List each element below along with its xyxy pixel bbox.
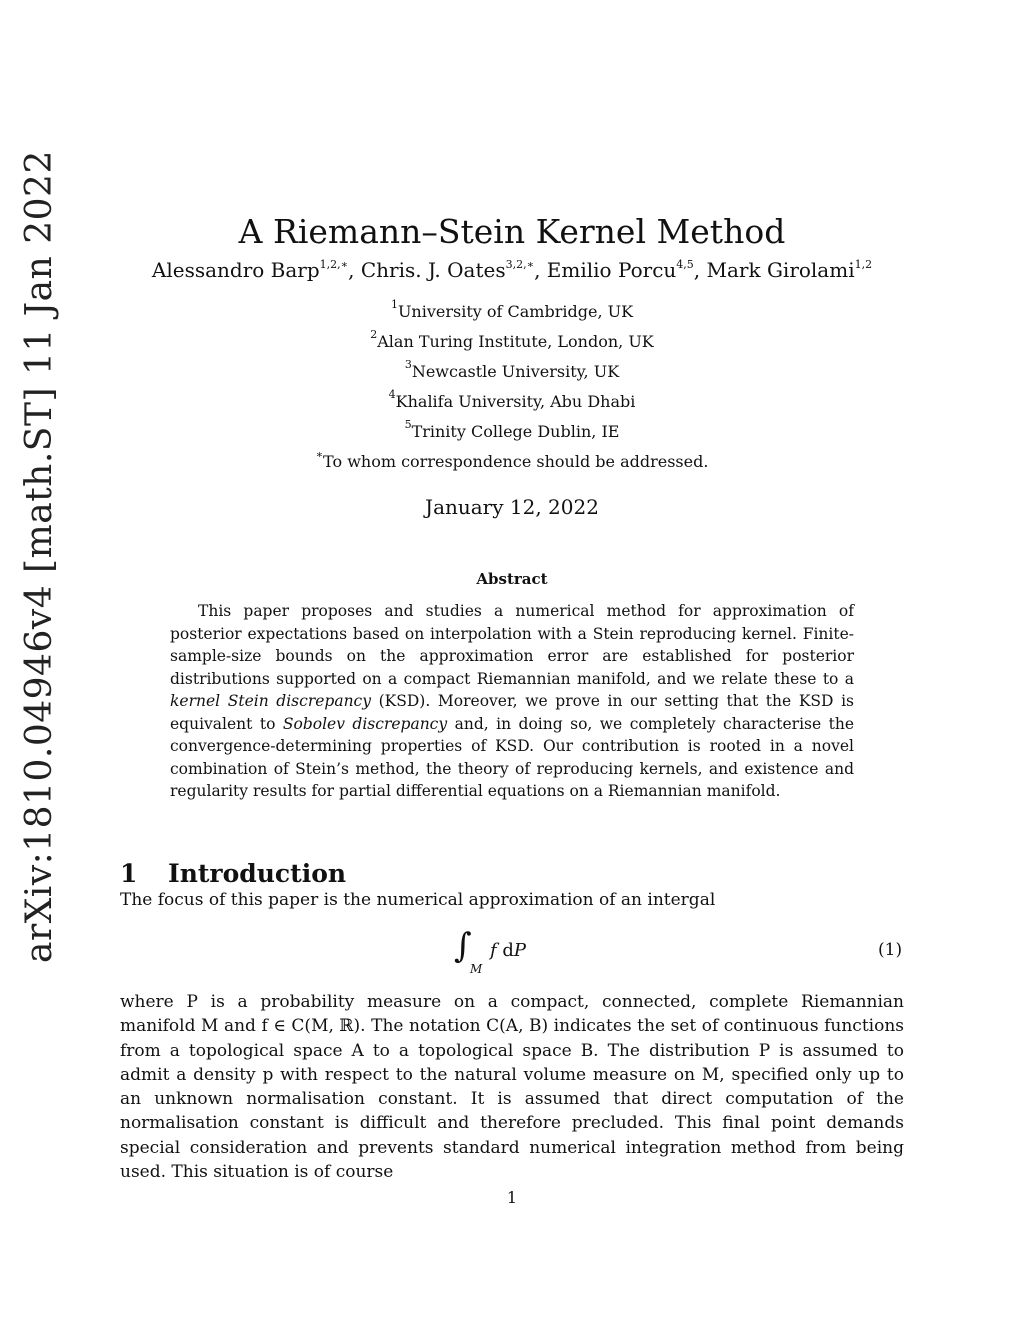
- affiliation-mark: 3: [404, 358, 412, 371]
- affiliation-mark: 1: [390, 298, 398, 311]
- affiliation: [0, 418, 1024, 441]
- abstract-heading: Abstract: [476, 570, 548, 588]
- abstract-part: (KSD). Moreover, we prove in our setting that the KSD is equivalent to: [170, 692, 854, 733]
- integrand-measure: P: [513, 940, 527, 961]
- equation-1: [0, 926, 1024, 980]
- section-number: 1: [120, 858, 138, 888]
- integral-sign: ∫: [454, 926, 472, 966]
- paper-title: A Riemann–Stein Kernel Method: [238, 212, 786, 252]
- intro-sentence: The focus of this paper is the numerical approximation of an intergal: [120, 890, 716, 910]
- author-name: Chris. J. Oates: [360, 258, 506, 282]
- body-paragraph: where P is a probability measure on a compact, connected, complete Riemannian manifold M and f ∈ C(M, ℝ). The notation C(A, B) indicates the set of continuous functions from a topological space A to a topological space B. The distribution P is assumed to admit a density p with respect to the natural volume measure on M, specified only up to an unknown normalisation constant. It is assumed that direct computation of the normalisation constant is difficult and therefore precluded. This final point demands special consideration and prevents standard numerical integration method from being used. This situation is of course: [120, 992, 904, 1183]
- author-marks: 1,2,∗: [319, 258, 349, 271]
- abstract-part: This paper proposes and studies a numerical method for approximation of posterior expectations based on interpolation with a Stein reproducing kernel. Finite-sample-size bounds on the approximation error are established for posterior distributions supported on a compact Riemannian manifold, and we relate these to a: [170, 602, 854, 688]
- affiliation-text: University of Cambridge, UK: [397, 302, 634, 321]
- affiliation-text: Khalifa University, Abu Dhabi: [395, 392, 636, 411]
- affiliation: [0, 328, 1024, 351]
- author-separator: ,: [693, 258, 707, 282]
- section-heading: [120, 859, 346, 888]
- author-list: [0, 258, 1024, 282]
- abstract-part: and, in doing so, we completely characterise the convergence-determining properties of KSD. Our contribution is rooted in a novel combination of Stein’s method, the theory of reproducing kernels, and existence and regularity results for partial differential equations on a Riemannian manifold.: [170, 714, 855, 800]
- section-title: Introduction: [168, 858, 347, 888]
- author-name: Emilio Porcu: [546, 258, 677, 282]
- integrand: [490, 940, 526, 961]
- affiliation: [0, 388, 1024, 411]
- affiliation-mark: 2: [370, 328, 378, 341]
- author-marks: 1,2: [854, 258, 873, 271]
- abstract-text: [170, 600, 854, 803]
- equation-label: (1): [878, 940, 903, 960]
- abstract-emphasis: kernel Stein discrepancy: [170, 692, 371, 710]
- correspondence-note: [0, 448, 1024, 471]
- author-separator: ,: [348, 258, 361, 282]
- affiliation-text: To whom correspondence should be addressed.: [323, 452, 709, 471]
- integrand-d: d: [496, 940, 514, 961]
- affiliation-mark: 5: [404, 418, 412, 431]
- author-marks: 3,2,∗: [505, 258, 535, 271]
- publication-date: January 12, 2022: [425, 495, 599, 519]
- abstract-emphasis: Sobolev discrepancy: [282, 714, 448, 733]
- affiliation: [0, 298, 1024, 321]
- affiliation-text: Newcastle University, UK: [411, 362, 620, 381]
- author-name: Mark Girolami: [706, 258, 855, 282]
- affiliation-text: Trinity College Dublin, IE: [411, 422, 620, 441]
- author-name: Alessandro Barp: [151, 258, 320, 282]
- affiliation-mark: 4: [388, 388, 396, 401]
- arxiv-identifier: arXiv:1810.04946v4 [math.ST] 11 Jan 2022: [19, 150, 60, 963]
- affiliation-mark: ∗: [315, 448, 324, 461]
- affiliation-text: Alan Turing Institute, London, UK: [377, 332, 654, 351]
- affiliation: [0, 358, 1024, 381]
- page-number: 1: [506, 1188, 518, 1207]
- author-separator: ,: [534, 258, 547, 282]
- integral-domain: M: [470, 962, 483, 976]
- integrand-f: f: [490, 940, 497, 961]
- author-marks: 4,5: [676, 258, 694, 271]
